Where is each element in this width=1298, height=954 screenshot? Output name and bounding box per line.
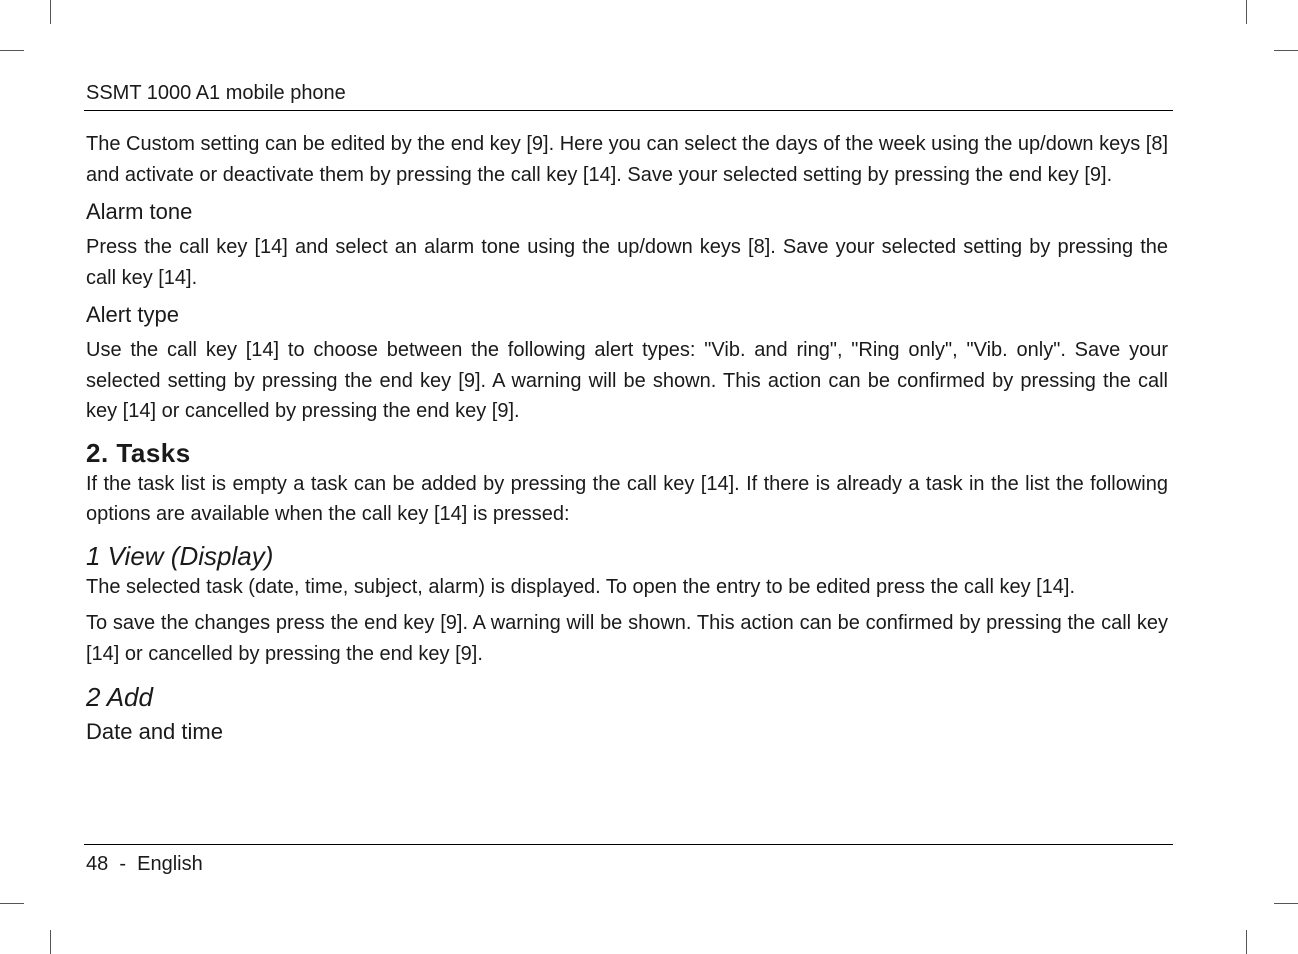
paragraph-alert-type: Use the call key [14] to choose between the following alert types: "Vib. and ring", "Ring only", "Vib. only". Save your selected setting by pressing the end key [9]. A warning will be shown. This action can be confirmed by pressing the call key [14] or cancelled by pressing the end key [9]. [86, 339, 1168, 422]
subheading-view-display: 1 View (Display) [86, 540, 274, 571]
paragraph-alarm-tone: Press the call key [14] and select an alarm tone using the up/down keys [8]. Save your selected setting by pressing the call key [14]. [86, 236, 1168, 289]
page-footer: 48 - English [86, 853, 203, 875]
crop-mark [50, 930, 51, 954]
paragraph-tasks: If the task list is empty a task can be added by pressing the call key [14]. If there is already a task in the list the following options are available when the call key [14] is pressed: [86, 472, 1168, 525]
paragraph-view-save: To save the changes press the end key [9]. A warning will be shown. This action can be confirmed by pressing the call key [14] or cancelled by pressing the end key [9]. [86, 612, 1168, 665]
crop-mark [1274, 903, 1298, 904]
paragraph-custom-setting: The Custom setting can be edited by the end key [9]. Here you can select the days of the week using the up/down keys [8] and activate or deactivate them by pressing the call key [14]. Save your selected setting by pressing the end key [9]. [86, 133, 1168, 186]
section-heading-tasks: 2. Tasks [86, 437, 191, 468]
running-header: SSMT 1000 A1 mobile phone [86, 82, 346, 104]
subheading-alert-type: Alert type [86, 302, 179, 327]
crop-mark [1274, 50, 1298, 51]
crop-mark [0, 50, 24, 51]
page-body [86, 129, 1168, 747]
subheading-add: 2 Add [86, 682, 153, 712]
header-rule [84, 110, 1173, 111]
subheading-date-and-time: Date and time [86, 719, 223, 744]
footer-rule [84, 844, 1173, 845]
subheading-alarm-tone: Alarm tone [86, 199, 193, 224]
crop-mark [1246, 0, 1247, 24]
crop-mark [50, 0, 51, 24]
crop-mark [1246, 930, 1247, 954]
crop-mark [0, 903, 24, 904]
paragraph-view-display: The selected task (date, time, subject, alarm) is displayed. To open the entry to be edited press the call key [14]. [86, 575, 1076, 598]
